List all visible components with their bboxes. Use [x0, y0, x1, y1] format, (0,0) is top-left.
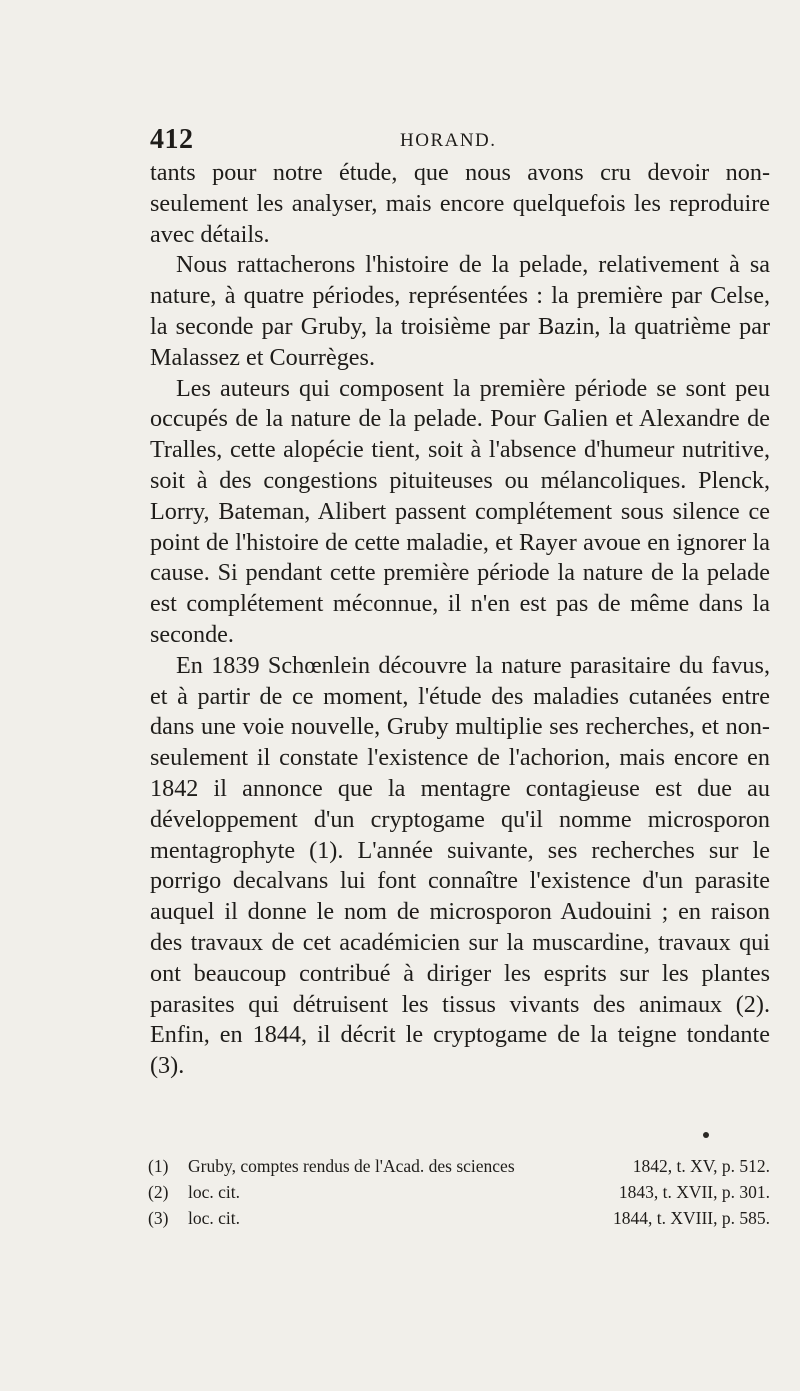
paragraph: En 1839 Schœnlein découvre la nature parasitaire du favus, et à partir de ce moment, l'étude des maladies cutanées entre dans une voie nouvelle, Gruby multiplie ses recherches, et non-seulement il constate l'existence de l'achorion, mais encore en 1842 il annonce que la mentagre contagieuse est due au développement d'un cryptogame qu'il nomme microsporon mentagrophyte (1). L'année suivante, ses recherches sur le porrigo decalvans lui font connaître l'existence d'un parasite auquel il donne le nom de microsporon Audouini ; en raison des travaux de cet académicien sur la muscardine, travaux qui ont beaucoup contribué à diriger les esprits sur les plantes parasites qui détruisent les tissus vivants des animaux (2). Enfin, en 1844, il décrit le cryptogame de la teigne tondante (3). — [150, 651, 770, 1080]
footnote-mark: (3) — [148, 1208, 169, 1228]
footnote-work: loc. cit. — [188, 1182, 240, 1202]
footnote — [148, 1179, 770, 1205]
footnote-mark: (1) — [148, 1156, 169, 1176]
footnote-ref: 1842, t. XV, p. 512. — [632, 1156, 770, 1176]
footnotes — [148, 1153, 770, 1231]
page-number: 412 — [150, 124, 194, 155]
footnote-ref: 1843, t. XVII, p. 301. — [618, 1182, 770, 1202]
footnote — [148, 1205, 770, 1231]
paragraph: tants pour notre étude, que nous avons cru devoir non-seulement les analyser, mais encore quelquefois les reproduire avec détails. — [150, 159, 770, 248]
body-text — [150, 158, 770, 1082]
footnote-work: loc. cit. — [188, 1208, 240, 1228]
footnote-ref: 1844, t. XVIII, p. 585. — [613, 1208, 770, 1228]
running-head: HORAND. — [400, 130, 497, 151]
ink-dot — [703, 1132, 709, 1138]
footnote-work: Gruby, comptes rendus de l'Acad. des sciences — [188, 1156, 515, 1176]
footnote — [148, 1153, 770, 1179]
paragraph: Nous rattacherons l'histoire de la pelade, relativement à sa nature, à quatre périodes, représentées : la première par Celse, la seconde par Gruby, la troisième par Bazin, la quatrième par Malassez et Courrèges. — [150, 251, 770, 371]
paragraph: Les auteurs qui composent la première période se sont peu occupés de la nature de la pelade. Pour Galien et Alexandre de Tralles, cette alopécie tient, soit à l'absence d'humeur nutritive, soit à des congestions pituiteuses ou mélancoliques. Plenck, Lorry, Bateman, Alibert passent complétement sous silence ce point de l'histoire de cette maladie, et Rayer avoue en ignorer la cause. Si pendant cette première période la nature de la pelade est complétement méconnue, il n'en est pas de même dans la seconde. — [150, 374, 770, 648]
footnote-mark: (2) — [148, 1182, 169, 1202]
page-header — [150, 124, 770, 158]
